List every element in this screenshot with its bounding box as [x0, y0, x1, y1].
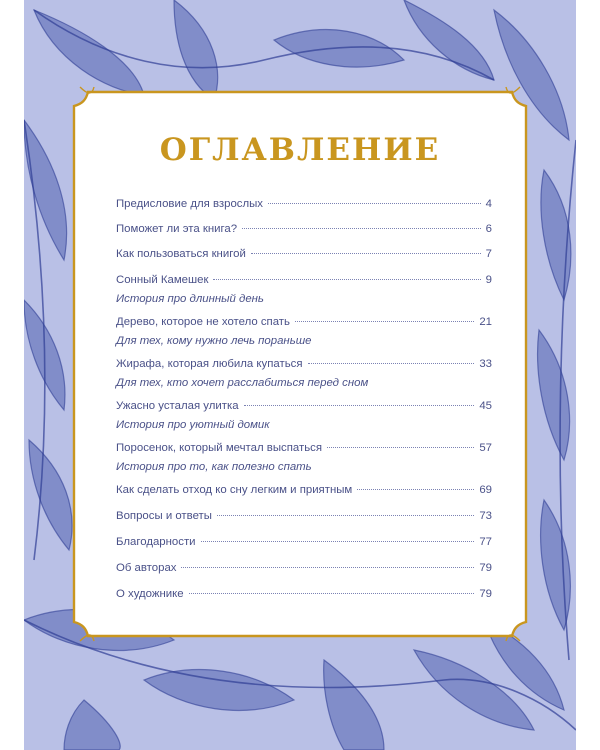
toc-entry-page: 77 — [479, 536, 492, 548]
toc-entry-page: 45 — [479, 400, 492, 412]
dot-leader — [201, 541, 475, 542]
toc-entry[interactable] — [116, 223, 492, 248]
dot-leader — [357, 489, 474, 490]
table-of-contents — [116, 198, 492, 614]
dot-leader — [242, 228, 481, 229]
toc-entry[interactable] — [116, 536, 492, 562]
toc-entry-title: Дерево, которое не хотело спать — [116, 316, 290, 328]
dot-leader — [213, 279, 480, 280]
dot-leader — [327, 447, 474, 448]
toc-entry-page: 73 — [479, 510, 492, 522]
toc-entry-subtitle: Для тех, кто хочет расслабиться перед сном — [116, 377, 369, 389]
toc-entry[interactable] — [116, 274, 492, 316]
toc-entry-title: Как пользоваться книгой — [116, 248, 246, 260]
page-title: ОГЛАВЛЕНИЕ — [159, 132, 441, 168]
toc-entry-page: 6 — [485, 223, 492, 235]
dot-leader — [268, 203, 481, 204]
dot-leader — [217, 515, 474, 516]
toc-entry-page: 69 — [479, 484, 492, 496]
toc-entry-title: Поможет ли эта книга? — [116, 223, 238, 235]
toc-entry-subtitle: История про длинный день — [116, 293, 264, 305]
toc-entry-title: Вопросы и ответы — [116, 510, 212, 522]
toc-entry-page: 79 — [479, 588, 492, 600]
toc-entry-page: 79 — [479, 562, 492, 574]
toc-entry-title: Жирафа, которая любила купаться — [116, 358, 303, 370]
toc-entry[interactable] — [116, 400, 492, 442]
toc-frame — [68, 86, 532, 642]
toc-entry-title: Сонный Камешек — [116, 274, 209, 286]
toc-entry-page: 21 — [479, 316, 492, 328]
dot-leader — [295, 321, 474, 322]
dot-leader — [189, 593, 475, 594]
dot-leader — [244, 405, 475, 406]
toc-entry[interactable] — [116, 588, 492, 614]
toc-entry[interactable] — [116, 510, 492, 536]
toc-entry-title: Как сделать отход ко сну легким и приятным — [116, 484, 353, 496]
book-page — [24, 0, 576, 750]
toc-entry-title: Поросенок, который мечтал выспаться — [116, 442, 322, 454]
toc-entry[interactable] — [116, 442, 492, 484]
toc-entry-title: О художнике — [116, 588, 184, 600]
toc-entry-page: 9 — [485, 274, 492, 286]
toc-entry-title: Предисловие для взрослых — [116, 198, 263, 210]
toc-entry-page: 7 — [485, 248, 492, 260]
toc-entry[interactable] — [116, 248, 492, 274]
toc-entry-subtitle: История про то, как полезно спать — [116, 461, 312, 473]
toc-entry-title: Об авторах — [116, 562, 177, 574]
toc-entry-subtitle: Для тех, кому нужно лечь пораньше — [116, 335, 312, 347]
toc-entry-page: 57 — [479, 442, 492, 454]
toc-entry[interactable] — [116, 198, 492, 223]
toc-entry-page: 33 — [479, 358, 492, 370]
dot-leader — [251, 253, 481, 254]
toc-entry-title: Ужасно усталая улитка — [116, 400, 239, 412]
toc-entry[interactable] — [116, 484, 492, 510]
toc-entry[interactable] — [116, 316, 492, 358]
dot-leader — [181, 567, 474, 568]
toc-entry-subtitle: История про уютный домик — [116, 419, 270, 431]
toc-entry-page: 4 — [485, 198, 492, 210]
toc-entry[interactable] — [116, 358, 492, 400]
toc-entry[interactable] — [116, 562, 492, 588]
dot-leader — [308, 363, 475, 364]
toc-entry-title: Благодарности — [116, 536, 196, 548]
